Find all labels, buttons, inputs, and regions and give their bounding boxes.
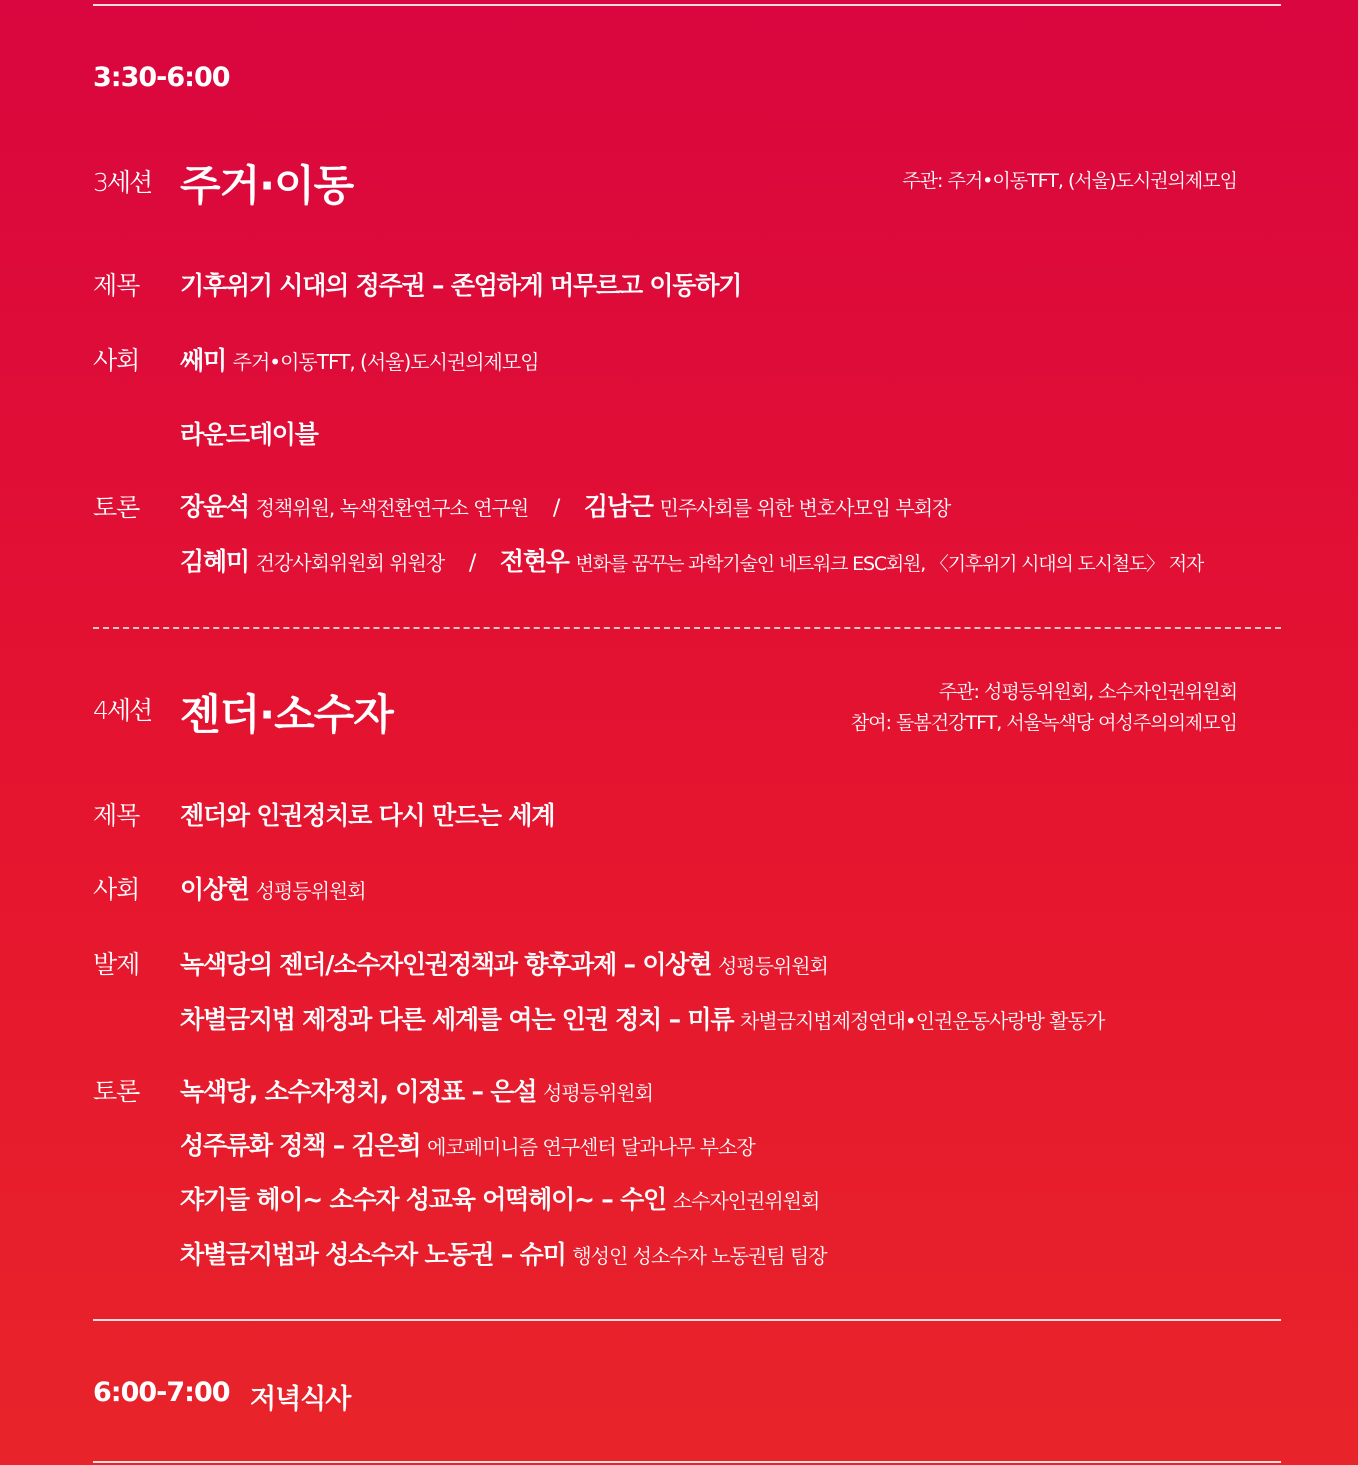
debate-item [180, 1126, 755, 1162]
session3-panel-row-1 [180, 487, 950, 523]
dinner-divider-top [93, 1319, 1281, 1321]
debate-text: 쟈기들 헤이~ 소수자 성교육 어떡헤이~ – 수인 [180, 1185, 666, 1214]
dinner-label: 저녁식사 [250, 1384, 351, 1415]
debate-text: 성주류화 정책 – 김은희 [180, 1131, 421, 1160]
session3-moderator [180, 341, 539, 377]
debate-item [180, 1235, 827, 1271]
debate-item [180, 1180, 819, 1216]
panelist-name: 김남근 [583, 492, 653, 521]
presentation-item [180, 1000, 1104, 1036]
session3-panel-row-2 [180, 542, 1203, 578]
debate-item [180, 1072, 653, 1108]
bottom-divider [93, 1461, 1281, 1463]
session3-moderator-label: 사회 [93, 346, 140, 375]
debater-role: 소수자인권위원회 [672, 1189, 820, 1213]
presentation-text: 차별금지법 제정과 다른 세계를 여는 인권 정치 – 미류 [180, 1005, 734, 1034]
session-divider [93, 627, 1281, 629]
panelist-name: 장윤석 [180, 492, 249, 521]
dinner-time: 6:00-7:00 [93, 1377, 230, 1408]
session4-organizer-participants: 참여: 돌봄건강TFT, 서울녹색당 여성주의의제모임 [850, 712, 1237, 734]
panelist-role: 건강사회위원회 위원장 [255, 551, 445, 575]
presentation-item [180, 945, 828, 981]
debater-role: 행성인 성소수자 노동권팀 팀장 [572, 1244, 827, 1268]
panelist-role: 변화를 꿈꾸는 과학기술인 네트워크 ESC회원, 〈기후위기 시대의 도시철도〉 저자 [575, 553, 1204, 575]
session4-title-label: 제목 [93, 801, 140, 830]
panelist-role: 정책위원, 녹색전환연구소 연구원 [255, 496, 529, 520]
session3-organizer: 주관: 주거•이동TFT, (서울)도시권의제모임 [902, 170, 1237, 192]
presenter-role: 성평등위원회 [717, 954, 828, 978]
moderator-name: 쌔미 [180, 346, 226, 375]
time-slot-afternoon: 3:30-6:00 [93, 62, 230, 93]
session4-presentation-label: 발제 [93, 950, 140, 979]
separator: / [468, 551, 476, 576]
top-divider [93, 4, 1281, 6]
session3-topic: 기후위기 시대의 정주권 – 존엄하게 머무르고 이동하기 [180, 271, 742, 300]
separator: / [552, 496, 560, 521]
session3-roundtable: 라운드테이블 [180, 420, 318, 449]
moderator-role: 주거•이동TFT, (서울)도시권의제모임 [232, 350, 539, 374]
presenter-role: 차별금지법제정연대•인권운동사랑방 활동가 [740, 1009, 1105, 1033]
panelist-role: 민주사회를 위한 변호사모임 부회장 [659, 496, 951, 520]
session3-number: 3세션 [93, 168, 152, 197]
session4-title: 젠더·소수자 [180, 690, 393, 739]
panelist-name: 전현우 [499, 547, 569, 576]
debater-role: 성평등위원회 [543, 1081, 653, 1105]
session4-moderator-label: 사회 [93, 875, 140, 904]
moderator-role: 성평등위원회 [255, 879, 366, 903]
panelist-name: 김혜미 [180, 547, 249, 576]
session4-organizer-main: 주관: 성평등위원회, 소수자인권위원회 [938, 681, 1237, 703]
moderator-name: 이상현 [180, 875, 249, 904]
session3-title: 주거·이동 [180, 161, 354, 210]
session4-topic: 젠더와 인권정치로 다시 만드는 세계 [180, 801, 555, 830]
session4-moderator [180, 870, 366, 906]
session3-debate-label: 토론 [93, 493, 140, 522]
session3-title-label: 제목 [93, 271, 140, 300]
session4-number: 4세션 [93, 696, 152, 725]
session4-debate-label: 토론 [93, 1077, 140, 1106]
debate-text: 차별금지법과 성소수자 노동권 – 슈미 [180, 1240, 566, 1269]
presentation-text: 녹색당의 젠더/소수자인권정책과 향후과제 – 이상현 [180, 950, 712, 979]
debater-role: 에코페미니즘 연구센터 달과나무 부소장 [427, 1135, 755, 1159]
debate-text: 녹색당, 소수자정치, 이정표 – 은설 [180, 1077, 537, 1106]
